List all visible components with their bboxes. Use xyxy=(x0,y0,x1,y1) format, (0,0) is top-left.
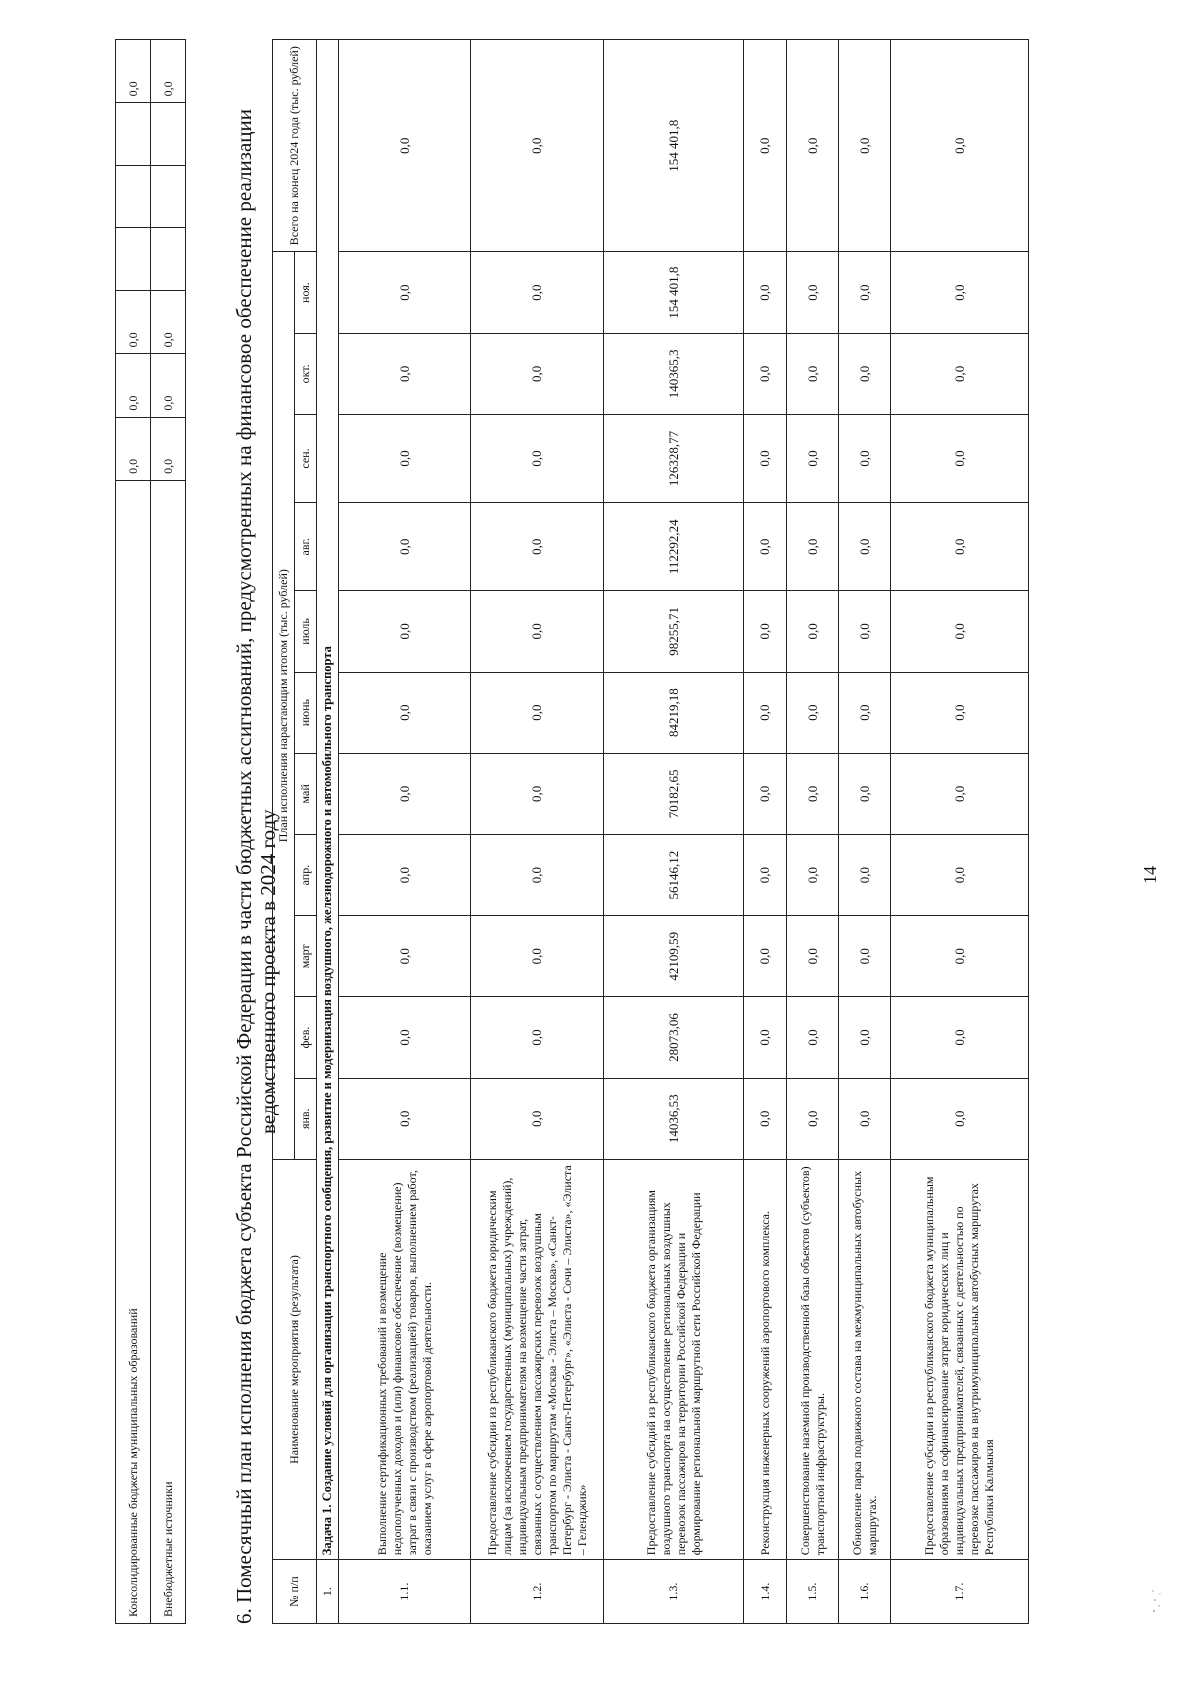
row-month-value: 28073,06 xyxy=(604,997,744,1078)
row-month-value: 0,0 xyxy=(339,333,471,414)
fragment-row-value: 0,0 xyxy=(116,354,151,417)
row-month-value: 0,0 xyxy=(787,503,839,591)
row-month-value: 0,0 xyxy=(471,997,604,1078)
header-month: фев. xyxy=(295,997,317,1078)
row-month-value: 0,0 xyxy=(787,252,839,333)
row-name: Предоставление субсидий из республиканского бюджета организациям воздушного транспорта на осуществление региональных воздушных перевозок пассажиров на территории Российской Федерации и формирование региональной маршрутной сети Российской Федерации xyxy=(604,1159,744,1559)
row-month-value: 0,0 xyxy=(891,834,1029,915)
header-month: авг. xyxy=(295,503,317,591)
fragment-row xyxy=(116,40,151,1624)
header-row-1 xyxy=(273,40,295,1624)
row-month-value: 126328,77 xyxy=(604,414,744,502)
row-total: 0,0 xyxy=(471,40,604,253)
row-month-value: 0,0 xyxy=(787,753,839,834)
row-month-value: 0,0 xyxy=(471,252,604,333)
row-month-value: 84219,18 xyxy=(604,672,744,753)
row-month-value: 0,0 xyxy=(471,414,604,502)
row-month-value: 0,0 xyxy=(891,916,1029,997)
header-month: ноя. xyxy=(295,252,317,333)
row-month-value: 14036,53 xyxy=(604,1078,744,1159)
fragment-row-value xyxy=(116,103,151,166)
fragment-row-value: 0,0 xyxy=(116,417,151,480)
row-month-value: 0,0 xyxy=(891,333,1029,414)
fragment-row-value xyxy=(151,228,186,291)
section-title-line2: ведомственного проекта в 2024 году xyxy=(256,809,280,1134)
table-row xyxy=(744,40,787,1624)
task-text: Задача 1. Создание условий для организации транспортного сообщения, развитие и модернизация воздушного, железнодорожного и автомобильного транспорта xyxy=(317,40,339,1560)
row-month-value: 0,0 xyxy=(744,252,787,333)
row-month-value: 0,0 xyxy=(787,414,839,502)
table-row xyxy=(604,40,744,1624)
row-month-value: 0,0 xyxy=(839,503,891,591)
header-name: Наименование мероприятия (результата) xyxy=(273,1159,317,1559)
header-month: окт. xyxy=(295,333,317,414)
row-month-value: 0,0 xyxy=(787,997,839,1078)
header-month: апр. xyxy=(295,834,317,915)
table-row xyxy=(891,40,1029,1624)
row-month-value: 0,0 xyxy=(839,997,891,1078)
row-name: Совершенствование наземной производственной базы объектов (субъектов) транспортной инфраструктуры. xyxy=(787,1159,839,1559)
row-month-value: 0,0 xyxy=(744,503,787,591)
row-month-value: 0,0 xyxy=(839,414,891,502)
header-month: янв. xyxy=(295,1078,317,1159)
row-month-value: 0,0 xyxy=(744,333,787,414)
row-total: 0,0 xyxy=(787,40,839,253)
row-num: 1.5. xyxy=(787,1560,839,1624)
row-month-value: 0,0 xyxy=(471,333,604,414)
row-name: Реконструкция инженерных сооружений аэропортового комплекса. xyxy=(744,1159,787,1559)
row-month-value: 0,0 xyxy=(891,997,1029,1078)
row-num: 1.3. xyxy=(604,1560,744,1624)
row-month-value: 0,0 xyxy=(339,834,471,915)
header-plan: План исполнения нарастающим итогом (тыс. рублей) xyxy=(273,252,295,1159)
header-month: июнь xyxy=(295,672,317,753)
row-month-value: 154 401,8 xyxy=(604,252,744,333)
row-month-value: 0,0 xyxy=(339,916,471,997)
row-month-value: 0,0 xyxy=(839,591,891,672)
row-month-value: 0,0 xyxy=(891,1078,1029,1159)
header-month: сен. xyxy=(295,414,317,502)
row-month-value: 0,0 xyxy=(787,834,839,915)
row-month-value: 0,0 xyxy=(839,333,891,414)
row-month-value: 0,0 xyxy=(839,753,891,834)
row-name: Предоставление субсидии из республиканского бюджета муниципальным образованиям на софинансирование затрат юридических лиц и индивидуальных предпринимателей, связанных с деятельностью по перевозке пассажиров на внутримуниципальных автобусных маршрутах Республики Калмыкия xyxy=(891,1159,1029,1559)
fragment-row-name: Внебюджетные источники xyxy=(151,480,186,1623)
row-month-value: 0,0 xyxy=(891,414,1029,502)
row-month-value: 0,0 xyxy=(891,252,1029,333)
row-month-value: 0,0 xyxy=(787,333,839,414)
fragment-row-value: 0,0 xyxy=(151,354,186,417)
fragment-row-value: 0,0 xyxy=(151,291,186,354)
row-total: 154 401,8 xyxy=(604,40,744,253)
row-month-value: 0,0 xyxy=(744,834,787,915)
scan-artifact xyxy=(1150,1588,1164,1614)
row-month-value: 0,0 xyxy=(891,753,1029,834)
row-month-value: 0,0 xyxy=(339,672,471,753)
row-month-value: 0,0 xyxy=(787,916,839,997)
row-month-value: 0,0 xyxy=(839,252,891,333)
row-month-value: 0,0 xyxy=(787,1078,839,1159)
row-month-value: 70182,65 xyxy=(604,753,744,834)
task-num: 1. xyxy=(317,1560,339,1624)
task-row xyxy=(317,40,339,1624)
row-num: 1.7. xyxy=(891,1560,1029,1624)
table-row xyxy=(839,40,891,1624)
row-month-value: 0,0 xyxy=(471,753,604,834)
row-name: Выполнение сертификационных требований и возмещение недополученных доходов и (или) финансовое обеспечение (возмещение) затрат в связи с производством (реализацией) товаров, выполнением работ, оказанием услуг в сфере аэропортовой деятельности. xyxy=(339,1159,471,1559)
header-month: март xyxy=(295,916,317,997)
row-month-value: 0,0 xyxy=(891,591,1029,672)
row-total: 0,0 xyxy=(339,40,471,253)
table-row xyxy=(339,40,471,1624)
row-month-value: 0,0 xyxy=(339,1078,471,1159)
row-month-value: 112292,24 xyxy=(604,503,744,591)
page-number: 14 xyxy=(1140,866,1160,884)
row-month-value: 0,0 xyxy=(339,753,471,834)
row-month-value: 0,0 xyxy=(471,916,604,997)
row-month-value: 0,0 xyxy=(891,672,1029,753)
row-num: 1.4. xyxy=(744,1560,787,1624)
row-month-value: 0,0 xyxy=(744,672,787,753)
row-month-value: 0,0 xyxy=(744,916,787,997)
row-month-value: 0,0 xyxy=(787,672,839,753)
fragment-row-value xyxy=(151,165,186,228)
fragment-row xyxy=(151,40,186,1624)
header-month: май xyxy=(295,753,317,834)
row-total: 0,0 xyxy=(744,40,787,253)
monthly-plan-table xyxy=(272,39,1029,1624)
row-month-value: 140365,3 xyxy=(604,333,744,414)
row-month-value: 0,0 xyxy=(744,1078,787,1159)
fragment-row-value: 0,0 xyxy=(151,40,186,103)
row-month-value: 0,0 xyxy=(891,503,1029,591)
row-month-value: 0,0 xyxy=(471,503,604,591)
row-name: Обновление парка подвижного состава на межмуниципальных автобусных маршрутах. xyxy=(839,1159,891,1559)
row-name: Предоставление субсидии из республиканского бюджета юридическим лицам (за исключением государственных (муниципальных) учреждений), индивидуальным предпринимателям на возмещение части затрат, связанных с осуществлением пассажирских перевозок воздушным транспортом по маршрутам «Москва - Элиста – Москва», «Санкт-Петербург - Элиста - Санкт-Петербург», «Элиста - Сочи – Элиста», «Элиста – Геленджик» xyxy=(471,1159,604,1559)
row-month-value: 0,0 xyxy=(339,503,471,591)
row-month-value: 0,0 xyxy=(839,1078,891,1159)
row-month-value: 0,0 xyxy=(471,834,604,915)
row-month-value: 42109,59 xyxy=(604,916,744,997)
previous-table-fragment xyxy=(115,39,186,1624)
row-month-value: 0,0 xyxy=(339,997,471,1078)
fragment-row-value: 0,0 xyxy=(116,40,151,103)
row-month-value: 0,0 xyxy=(471,1078,604,1159)
row-total: 0,0 xyxy=(839,40,891,253)
row-num: 1.1. xyxy=(339,1560,471,1624)
fragment-row-value: 0,0 xyxy=(116,291,151,354)
fragment-row-value xyxy=(116,228,151,291)
fragment-row-value: 0,0 xyxy=(151,417,186,480)
section-title-line1: 6. Помесячный план исполнения бюджета субъекта Российской Федерации в части бюджетных ассигнований, предусмотренных на финансовое обеспечение реализации xyxy=(232,108,256,1624)
row-month-value: 0,0 xyxy=(471,672,604,753)
row-num: 1.6. xyxy=(839,1560,891,1624)
row-month-value: 0,0 xyxy=(839,916,891,997)
header-month: июль xyxy=(295,591,317,672)
row-month-value: 56146,12 xyxy=(604,834,744,915)
row-month-value: 0,0 xyxy=(744,414,787,502)
header-total: Всего на конец 2024 года (тыс. рублей) xyxy=(273,40,317,253)
row-month-value: 0,0 xyxy=(839,834,891,915)
row-month-value: 0,0 xyxy=(339,414,471,502)
table-row xyxy=(471,40,604,1624)
row-month-value: 0,0 xyxy=(839,672,891,753)
fragment-row-name: Консолидированные бюджеты муниципальных образований xyxy=(116,480,151,1623)
row-num: 1.2. xyxy=(471,1560,604,1624)
fragment-row-value xyxy=(151,103,186,166)
row-month-value: 0,0 xyxy=(471,591,604,672)
row-month-value: 0,0 xyxy=(339,252,471,333)
row-month-value: 0,0 xyxy=(744,591,787,672)
row-total: 0,0 xyxy=(891,40,1029,253)
row-month-value: 0,0 xyxy=(787,591,839,672)
row-month-value: 0,0 xyxy=(744,753,787,834)
table-row xyxy=(787,40,839,1624)
header-num: № п/п xyxy=(273,1560,317,1624)
fragment-row-value xyxy=(116,165,151,228)
row-month-value: 0,0 xyxy=(339,591,471,672)
row-month-value: 0,0 xyxy=(744,997,787,1078)
row-month-value: 98255,71 xyxy=(604,591,744,672)
